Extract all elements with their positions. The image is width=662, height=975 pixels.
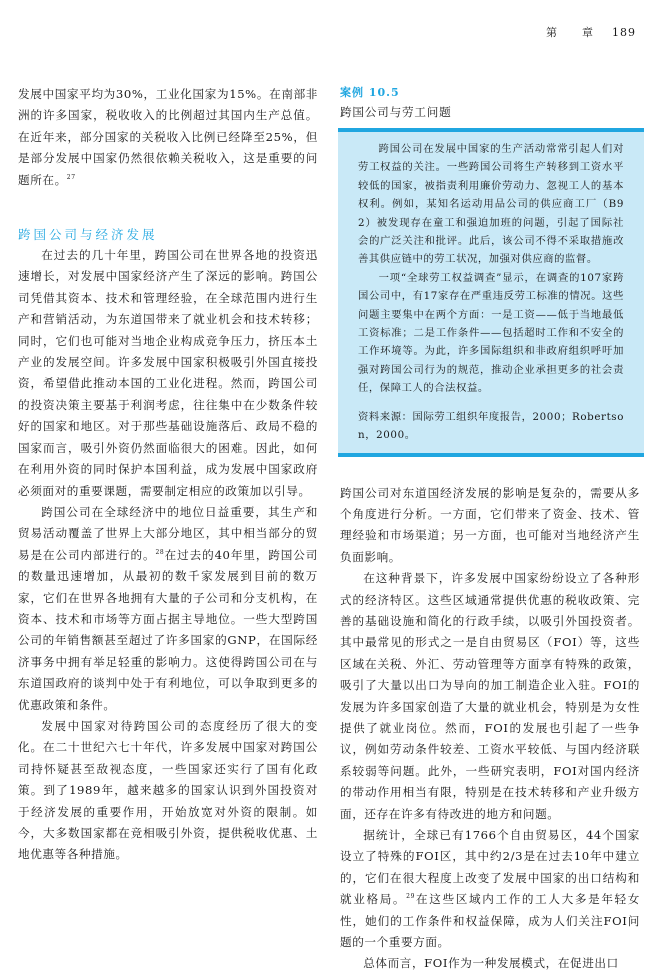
footnote-ref: 27 [66,173,76,181]
footnote-ref: 28 [155,548,165,556]
paragraph: 跨国公司对东道国经济发展的影响是复杂的，需要从多个角度进行分析。一方面，它们带来了资金、技术、管理经验和市场渠道；另一方面，也可能对当地经济产生负面影响。 [340,485,640,564]
page-number: 189 [612,26,636,39]
paragraph: 发展中国家平均为30%，工业化国家为15%。在南部非洲的许多国家，税收收入的比例超过其国内生产总值。在近年来，部分国家的关税收入比例已经降至25%，但是部分发展中国家仍然很依赖关税收入，这是重要的问题所在。$^{27}$ [18,87,318,187]
chapter-label: 第 章 [546,26,594,39]
case-paragraph: 跨国公司在发展中国家的生产活动常常引起人们对劳工权益的关注。一些跨国公司将生产转移到工资水平较低的国家，被指责利用廉价劳动力、忽视工人的基本权利。例如，某知名运动用品公司的供应商工厂（B92）被发现存在童工和强迫加班的问题，引起了国际社会的广泛关注和批评。此后，该公司不得不采取措施改善其供应链中的劳工状况，加强对供应商的监督。 [358,143,624,266]
case-box [338,128,644,457]
left-column [18,84,318,866]
paragraph: 跨国公司在全球经济中的地位日益重要，其生产和贸易活动覆盖了世界上大部分地区，其中相当部分的贸易是在公司内部进行的。$^{28}$在过去的40年里，跨国公司的数量迅速增加，从最初的数千家发展到目前的数万家，它们在世界各地拥有大量的子公司和分支机构，在资本、技术和市场等方面占据主导地位。一些大型跨国公司的年销售额甚至超过了许多国家的GNP，在国际经济事务中拥有举足轻重的影响力。这使得跨国公司在与东道国政府的谈判中处于有利地位，可以争取到更多的优惠政策和条件。 [18,504,318,712]
section-title: 跨国公司与经济发展 [18,227,158,243]
paragraph: 据统计，全球已有1766个自由贸易区，44个国家设立了特殊的FOI区，其中约2/3是在过去10年中建立的，它们在很大程度上改变了发展中国家的出口结构和就业格局。$^{29}$在这些区域内工作的工人大多是年轻女性，她们的工作条件和权益保障，成为人们关注FOI问题的一个重要方面。 [340,828,640,950]
case-label: 案例 10.5 [340,86,400,99]
paragraph: 发展中国家对待跨国公司的态度经历了很大的变化。在二十世纪六七十年代，许多发展中国家对跨国公司持怀疑甚至敌视态度，一些国家还实行了国有化政策。到了1989年，越来越多的国家认识到外国投资对于经济发展的重要作用，开始放宽对外资的限制。如今，大多数国家都在竞相吸引外资，提供税收优惠、土地优惠等各种措施。 [18,718,318,862]
paragraph: 在这种背景下，许多发展中国家纷纷设立了各种形式的经济特区。这些区域通常提供优惠的税收政策、完善的基础设施和简化的行政手续，以吸引外国投资者。其中最常见的形式之一是自由贸易区（FOI）等，这些区域在关税、外汇、劳动管理等方面享有特殊的政策，吸引了大量以出口为导向的加工制造企业入驻。FOI的发展为许多国家创造了大量的就业机会，特别是为女性提供了就业岗位。然而，FOI的发展也引起了一些争议，例如劳动条件较差、工资水平较低、与国内经济联系较弱等问题。此外，一些研究表明，FOI对国内经济的带动作用相当有限，特别是在技术转移和产业升级方面，还存在许多有待改进的地方和问题。 [340,571,640,821]
case-source: 资料来源：国际劳工组织年度报告，2000；Robertson，2000。 [358,410,624,442]
case-paragraph: 一项“全球劳工权益调查”显示，在调查的107家跨国公司中，有17家存在严重违反劳工标准的情况。这些问题主要集中在两个方面：一是工资——低于当地最低工资标准；二是工作条件——包括超时工作和不安全的工作环境等。为此，许多国际组织和非政府组织呼吁加强对跨国公司行为的规范，推动企业承担更多的社会责任，保障工人的合法权益。 [358,271,624,395]
page-header [546,24,636,40]
footnote-ref: 29 [406,893,416,901]
paragraph: 在过去的几十年里，跨国公司在世界各地的投资迅速增长，对发展中国家经济产生了深远的影响。跨国公司凭借其资本、技术和管理经验，在全球范围内进行生产和营销活动，为东道国带来了就业机会和技术转移；同时，它们也可能对当地企业构成竞争压力，挤压本土产业的发展空间。许多发展中国家积极吸引外国直接投资，希望借此推动本国的工业化进程。然而，跨国公司的投资决策主要基于利润考虑，往往集中在少数条件较好的国家和地区。对于那些基础设施落后、政局不稳的国家而言，吸引外资仍然面临很大的困难。因此，如何在利用外资的同时保护本国利益，成为发展中国家政府必须面对的重要课题，需要制定相应的政策加以引导。 [18,248,318,498]
case-title: 跨国公司与劳工问题 [340,105,452,119]
paragraph: 总体而言，FOI作为一种发展模式，在促进出口 [363,956,619,971]
right-column [340,84,640,975]
